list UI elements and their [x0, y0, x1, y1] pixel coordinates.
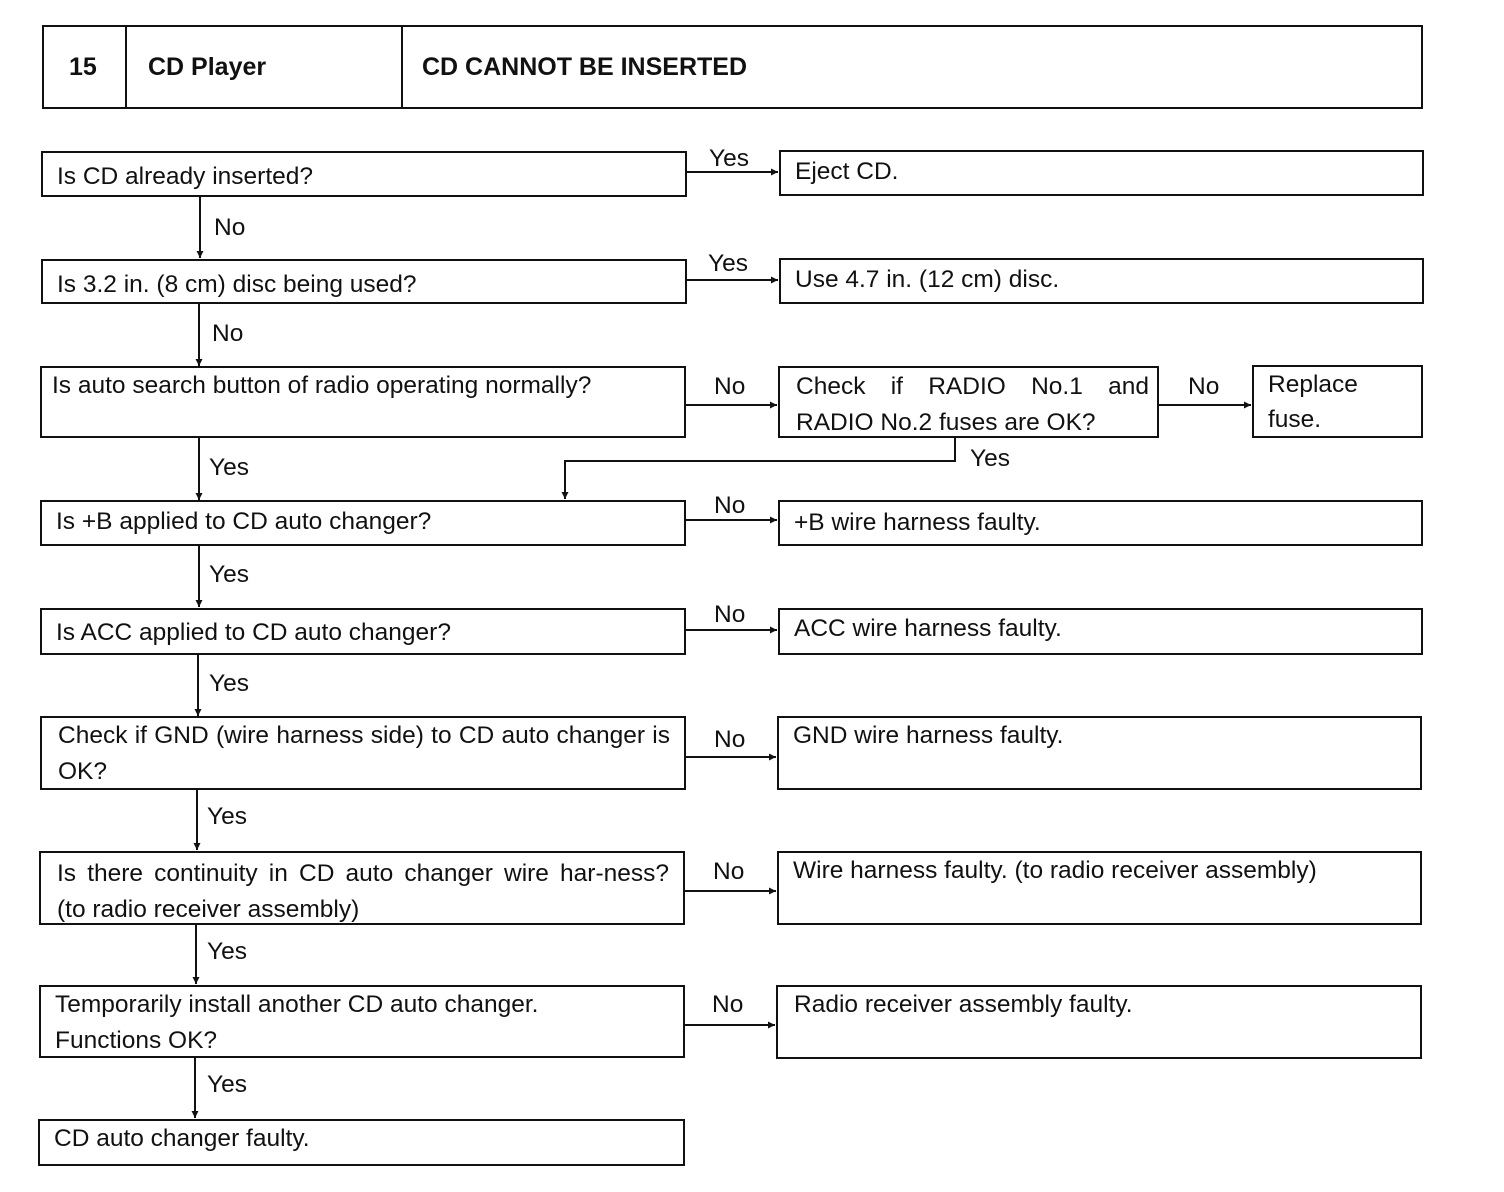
result-plus-b-harness-faulty: +B wire harness faulty.	[778, 500, 1423, 546]
label-no-q7: No	[713, 858, 745, 885]
label-yes-q5: Yes	[209, 670, 249, 697]
label-yes-q1: Yes	[709, 145, 749, 172]
step-gnd-check: Check if GND (wire harness side) to CD auto changer is OK?	[40, 716, 686, 790]
step-plus-b-applied: Is +B applied to CD auto changer?	[40, 500, 686, 546]
label-no-q3: No	[714, 373, 746, 400]
step-check-radio-fuses: Check if RADIO No.1 and RADIO No.2 fuses are OK?	[778, 366, 1159, 438]
step-continuity-check: Is there continuity in CD auto changer wire har-ness? (to radio receiver assembly)	[39, 851, 685, 925]
label-no-q4: No	[714, 492, 746, 519]
section-number: 15	[44, 27, 127, 107]
system-name: CD Player	[127, 27, 403, 107]
result-gnd-harness-faulty: GND wire harness faulty.	[777, 716, 1422, 790]
arrow-r3-yes-to-q4	[565, 438, 955, 499]
label-yes-q2: Yes	[708, 250, 748, 277]
label-no-r3: No	[1188, 373, 1220, 400]
result-replace-fuse: Replace fuse.	[1252, 365, 1423, 438]
step-auto-search-button: Is auto search button of radio operating normally?	[40, 366, 686, 438]
result-cd-auto-changer-faulty: CD auto changer faulty.	[38, 1119, 685, 1166]
problem-title: CD CANNOT BE INSERTED	[422, 52, 748, 81]
label-no-q5: No	[714, 601, 746, 628]
step-install-another-changer: Temporarily install another CD auto changer. Functions OK?	[39, 985, 685, 1058]
label-no-q1: No	[214, 214, 246, 241]
result-acc-harness-faulty: ACC wire harness faulty.	[778, 608, 1423, 655]
step-small-disc-used: Is 3.2 in. (8 cm) disc being used?	[41, 259, 687, 304]
label-yes-q8: Yes	[207, 1071, 247, 1098]
step-acc-applied: Is ACC applied to CD auto changer?	[40, 608, 686, 655]
label-no-q6: No	[714, 726, 746, 753]
label-yes-r3: Yes	[970, 445, 1010, 472]
label-yes-q7: Yes	[207, 938, 247, 965]
result-use-12cm-disc: Use 4.7 in. (12 cm) disc.	[779, 258, 1424, 304]
label-yes-q3: Yes	[209, 454, 249, 481]
label-yes-q4: Yes	[209, 561, 249, 588]
label-no-q8: No	[712, 991, 744, 1018]
result-wire-harness-faulty: Wire harness faulty. (to radio receiver assembly)	[777, 851, 1422, 925]
label-yes-q6: Yes	[207, 803, 247, 830]
step-cd-already-inserted: Is CD already inserted?	[41, 151, 687, 197]
result-radio-receiver-faulty: Radio receiver assembly faulty.	[776, 985, 1422, 1059]
label-no-q2: No	[212, 320, 244, 347]
result-eject-cd: Eject CD.	[779, 150, 1424, 196]
